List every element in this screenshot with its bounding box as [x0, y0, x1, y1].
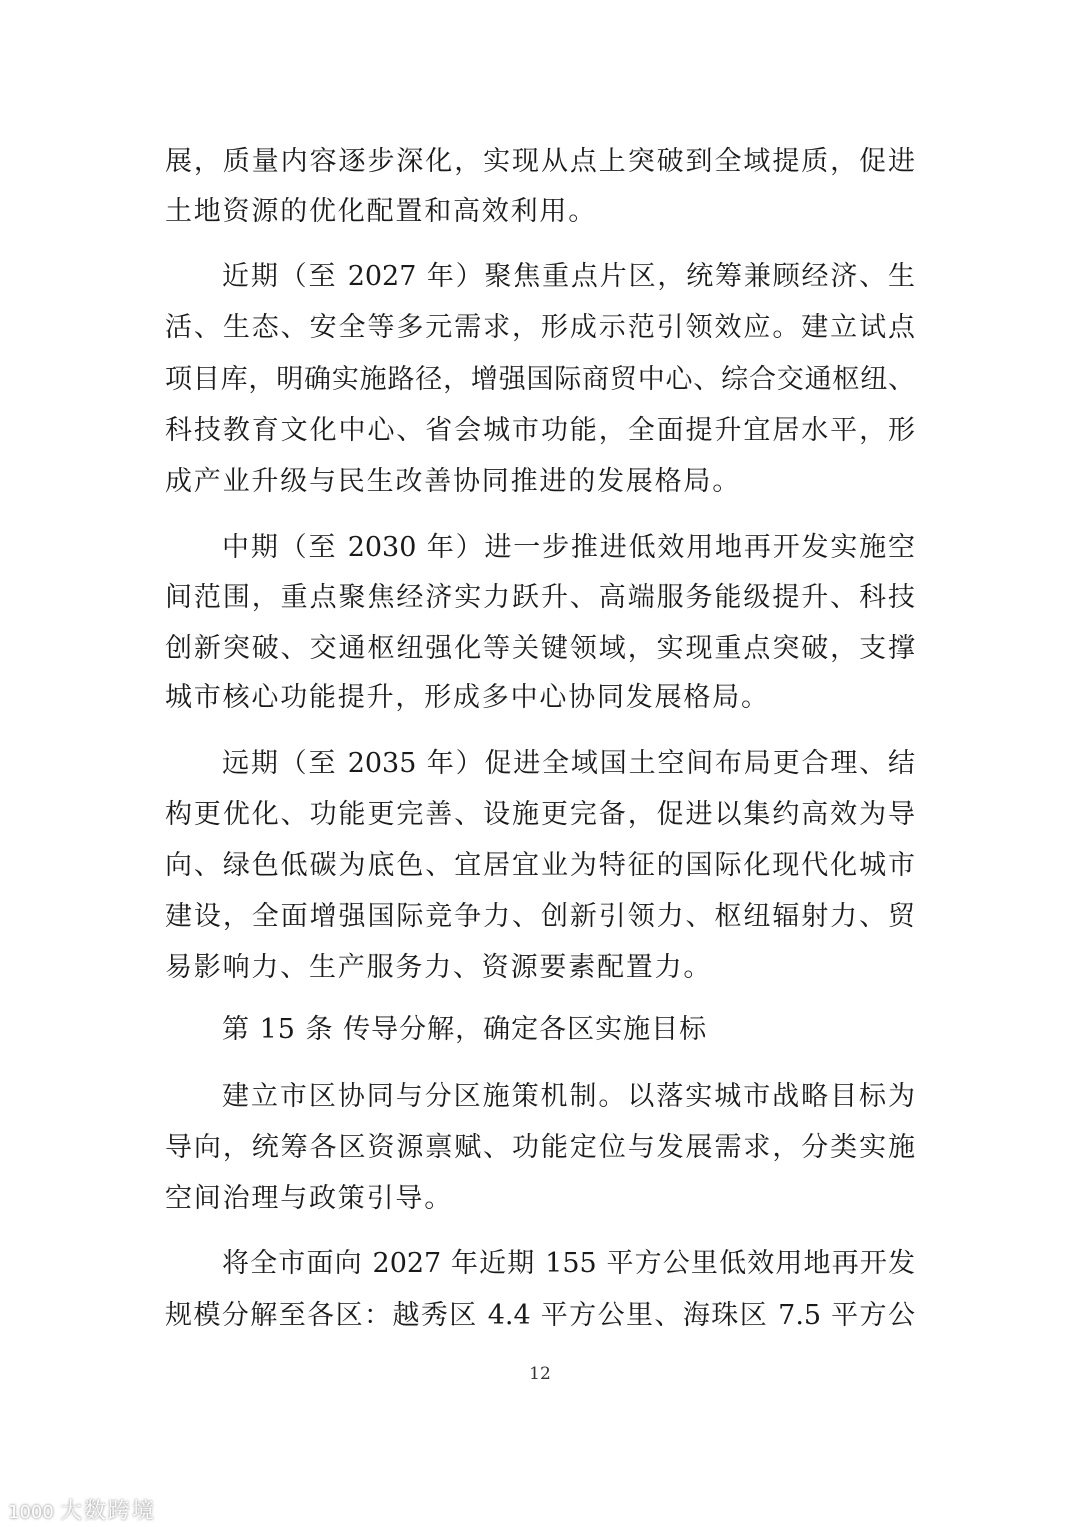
page-number: 12 — [529, 1364, 551, 1384]
text-line: 创新突破、交通枢纽强化等关键领域，实现重点突破，支撑 — [165, 633, 915, 664]
text-line: 中期（至 2030 年）进一步推进低效用地再开发实施空 — [222, 532, 915, 563]
text-line: 构更优化、功能更完善、设施更完备，促进以集约高效为导 — [165, 799, 915, 830]
text-line: 科技教育文化中心、省会城市功能，全面提升宜居水平，形 — [165, 415, 915, 446]
watermark-logo-icon: 1000 — [8, 1502, 54, 1523]
text-line: 规模分解至各区：越秀区 4.4 平方公里、海珠区 7.5 平方公 — [165, 1300, 915, 1331]
text-line: 将全市面向 2027 年近期 155 平方公里低效用地再开发 — [222, 1248, 915, 1279]
text-line: 项目库，明确实施路径，增强国际商贸中心、综合交通枢纽、 — [165, 364, 915, 395]
text-line: 空间治理与政策引导。 — [165, 1183, 453, 1214]
watermark — [8, 1494, 156, 1525]
text-line: 建设，全面增强国际竞争力、创新引领力、枢纽辐射力、贸 — [165, 901, 915, 932]
text-line: 建立市区协同与分区施策机制。以落实城市战略目标为 — [222, 1081, 915, 1112]
text-line: 成产业升级与民生改善协同推进的发展格局。 — [165, 466, 741, 497]
text-line: 近期（至 2027 年）聚焦重点片区，统筹兼顾经济、生 — [222, 261, 915, 292]
text-line: 导向，统筹各区资源禀赋、功能定位与发展需求，分类实施 — [165, 1132, 915, 1163]
text-line: 土地资源的优化配置和高效利用。 — [165, 196, 597, 227]
section-heading: 第 15 条 传导分解，确定各区实施目标 — [222, 1014, 708, 1045]
text-line: 间范围，重点聚焦经济实力跃升、高端服务能级提升、科技 — [165, 582, 915, 613]
text-line: 活、生态、安全等多元需求，形成示范引领效应。建立试点 — [165, 312, 915, 343]
text-line: 易影响力、生产服务力、资源要素配置力。 — [165, 952, 713, 983]
text-line: 远期（至 2035 年）促进全域国土空间布局更合理、结 — [222, 748, 915, 779]
text-line: 城市核心功能提升，形成多中心协同发展格局。 — [165, 682, 770, 713]
text-line: 向、绿色低碳为底色、宜居宜业为特征的国际化现代化城市 — [165, 850, 915, 881]
watermark-text: 大数跨境 — [59, 1499, 156, 1524]
text-line: 展，质量内容逐步深化，实现从点上突破到全域提质，促进 — [165, 146, 915, 177]
